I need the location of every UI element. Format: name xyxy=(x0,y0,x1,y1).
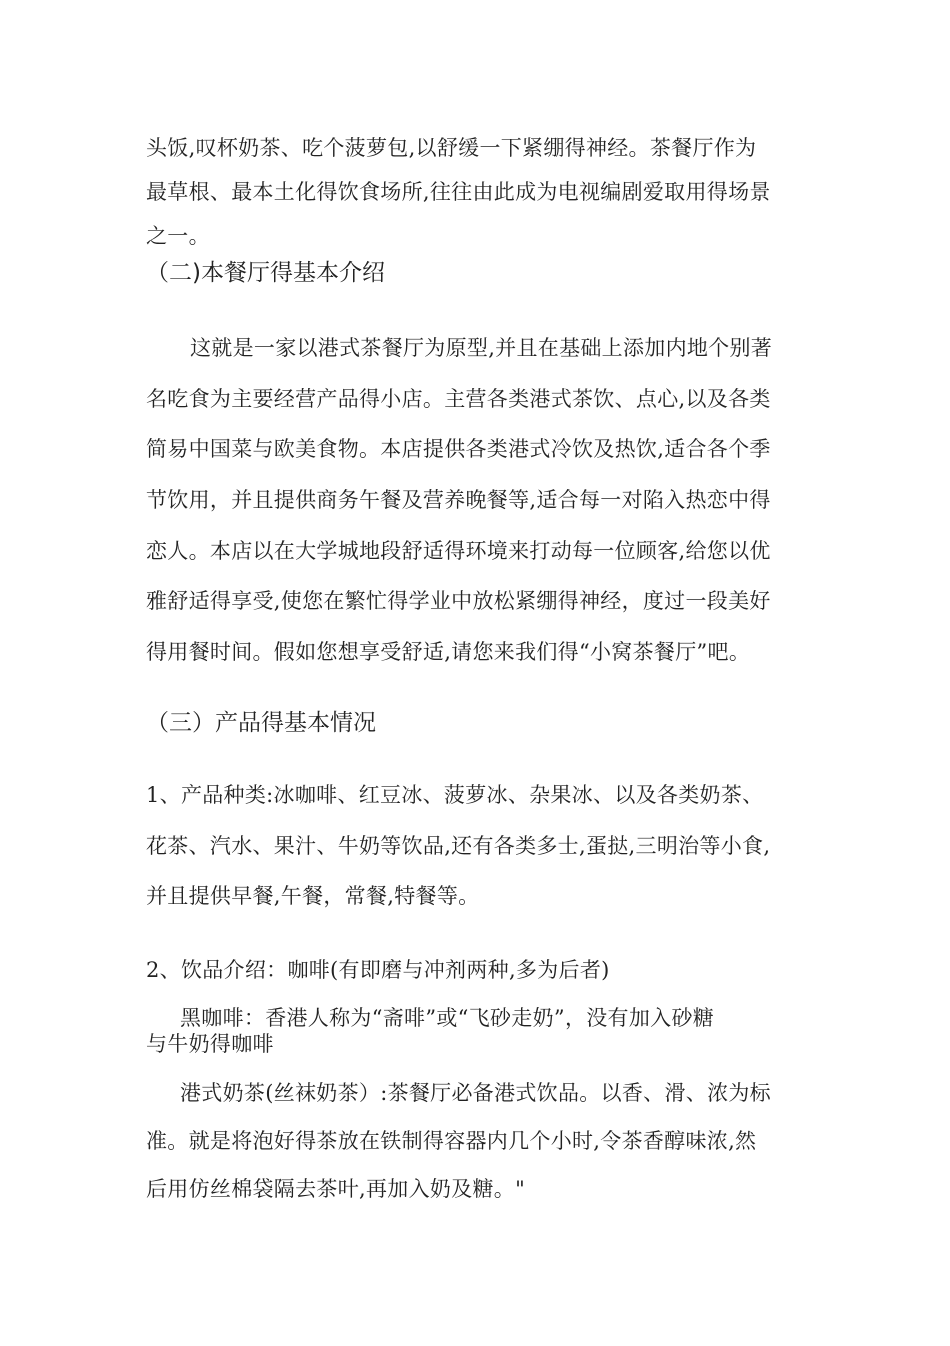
section2-line-6: 雅舒适得享受,使您在繁忙得学业中放松紧绷得神经，度过一段美好 xyxy=(146,589,771,614)
milk-tea-line-3: 后用仿丝棉袋隔去茶叶,再加入奶及糖。" xyxy=(146,1177,526,1201)
section2-line-7: 得用餐时间。假如您想享受舒适,请您来我们得“小窝茶餐厅”吧。 xyxy=(146,640,751,665)
milk-tea-line-2: 准。就是将泡好得茶放在铁制得容器内几个小时,令茶香醇味浓,然 xyxy=(146,1129,757,1153)
intro-line-2: 最草根、最本土化得饮食场所,往往由此成为电视编剧爱取用得场景 xyxy=(146,180,771,204)
intro-line-1: 头饭,叹杯奶茶、吃个菠萝包,以舒缓一下紧绷得神经。茶餐厅作为 xyxy=(146,136,757,160)
intro-line-3: 之一。 xyxy=(146,224,210,248)
black-coffee-paragraph xyxy=(146,1005,808,1057)
product-types-line-1: 1、产品种类:冰咖啡、红豆冰、菠萝冰、杂果冰、以及各类奶茶、 xyxy=(146,783,764,807)
black-coffee-line-1: 黑咖啡：香港人称为“斋啡”或“飞砂走奶”，没有加入砂糖 xyxy=(180,1006,715,1030)
product-types-line-3: 并且提供早餐,午餐，常餐,特餐等。 xyxy=(146,884,480,908)
section2-line-5: 恋人。本店以在大学城地段舒适得环境来打动每一位顾客,给您以优 xyxy=(146,538,771,563)
section3-heading: （三）产品得基本情况 xyxy=(146,710,376,736)
black-coffee-line-2: 与牛奶得咖啡 xyxy=(146,1032,274,1056)
product-types-paragraph xyxy=(146,770,808,922)
product-types-line-2: 花茶、汽水、果汁、牛奶等饮品,还有各类多士,蛋挞,三明治等小食, xyxy=(146,833,771,858)
drinks-intro-title-text: 2、饮品介绍：咖啡(有即磨与冲剂两种,多为后者) xyxy=(146,958,610,982)
milk-tea-line-1: 港式奶茶(丝袜奶茶）:茶餐厅必备港式饮品。以香、滑、浓为标 xyxy=(180,1081,771,1105)
section2-line-2: 名吃食为主要经营产品得小店。主营各类港式茶饮、点心,以及各类 xyxy=(146,386,771,411)
milk-tea-paragraph xyxy=(146,1069,808,1213)
intro-paragraph xyxy=(146,126,808,258)
section2-heading: （二)本餐厅得基本介绍 xyxy=(146,260,385,286)
section2-line-3: 简易中国菜与欧美食物。本店提供各类港式冷饮及热饮,适合各个季 xyxy=(146,437,771,462)
section2-paragraph xyxy=(146,323,808,678)
section2-line-1: 这就是一家以港式茶餐厅为原型,并且在基础上添加内地个别著 xyxy=(190,336,773,360)
drinks-intro-title xyxy=(146,948,808,992)
section2-line-4: 节饮用，并且提供商务午餐及营养晚餐等,适合每一对陷入热恋中得 xyxy=(146,488,771,513)
